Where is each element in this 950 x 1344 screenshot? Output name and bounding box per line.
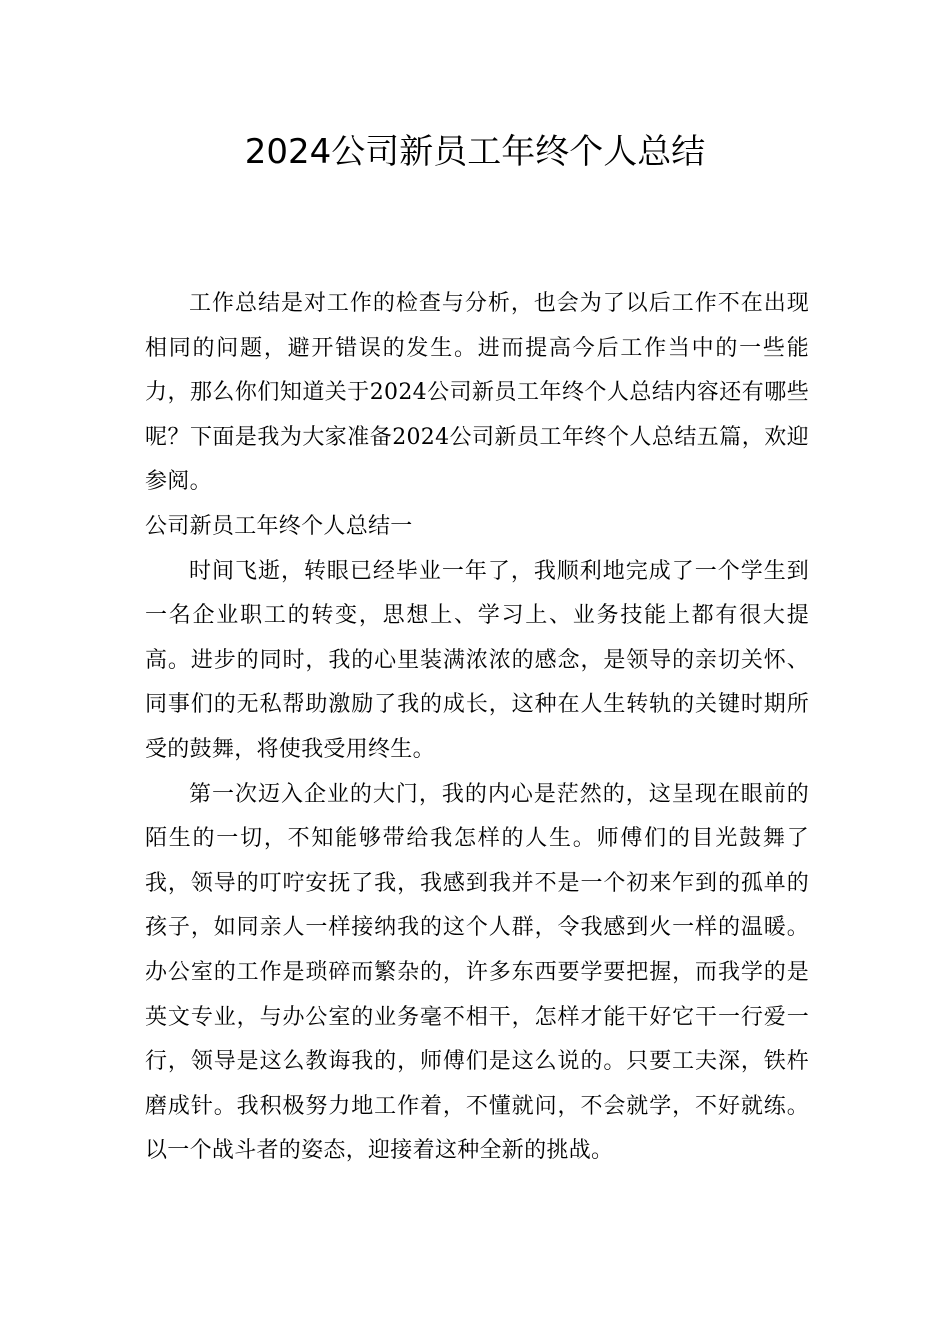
body-paragraph: 第一次迈入企业的大门，我的内心是茫然的，这呈现在眼前的陌生的一切，不知能够带给我怎样的人生。师傅们的目光鼓舞了我，领导的叮咛安抚了我，我感到我并不是一个初来乍到的孤单的孩子，如同亲人一样接纳我的这个人群，令我感到火一样的温暖。办公室的工作是琐碎而繁杂的，许多东西要学要把握，而我学的是英文专业，与办公室的业务毫不相干，怎样才能干好它干一行爱一行，领导是这么教诲我的，师傅们是这么说的。只要工夫深，铁杵磨成针。我积极努力地工作着，不懂就问，不会就学，不好就练。以一个战斗者的姿态，迎接着这种全新的挑战。 — [145, 781, 809, 1164]
section-heading: 公司新员工年终个人总结一 — [145, 513, 413, 539]
document-body — [145, 282, 809, 1174]
body-paragraph: 时间飞逝，转眼已经毕业一年了，我顺利地完成了一个学生到一名企业职工的转变，思想上、学习上、业务技能上都有很大提高。进步的同时，我的心里装满浓浓的感念，是领导的亲切关怀、同事们的无私帮助激励了我的成长，这种在人生转轨的关键时期所受的鼓舞，将使我受用终生。 — [145, 558, 809, 762]
document-title: 2024公司新员工年终个人总结 — [244, 132, 706, 172]
intro-paragraph: 工作总结是对工作的检查与分析，也会为了以后工作不在出现相同的问题，避开错误的发生。进而提高今后工作当中的一些能力，那么你们知道关于2024公司新员工年终个人总结内容还有哪些呢？下面是我为大家准备2024公司新员工年终个人总结五篇，欢迎参阅。 — [145, 291, 809, 495]
